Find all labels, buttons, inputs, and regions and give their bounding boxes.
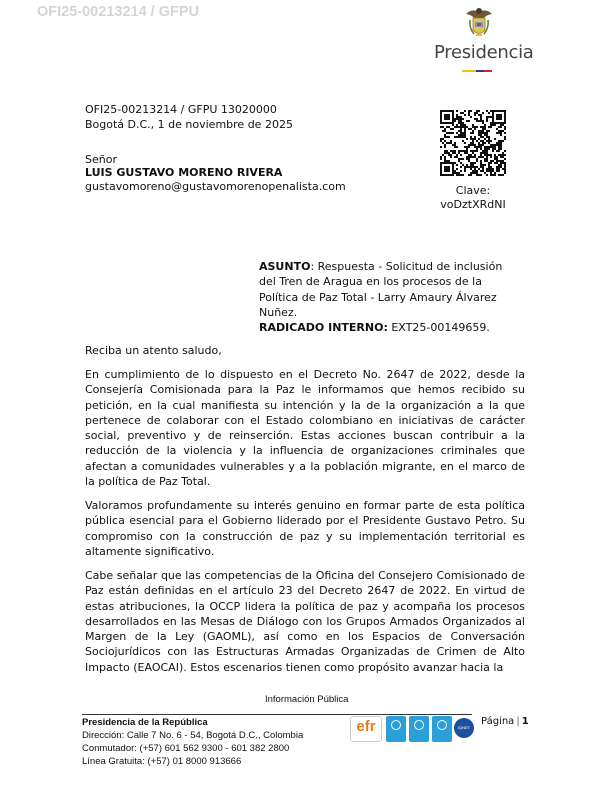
footer-switchboard: Conmutador: (+57) 601 562 9300 - 601 382 2800 [82,743,290,754]
verification-key [428,184,518,212]
footer-divider [82,714,472,715]
body-paragraph: Valoramos profundamente su interés genuino en formar parte de esta política pública esencial para el Gobierno liderado por el Presidente Gustavo Petro. Su compromiso con la construcción de paz y su implementación territorial es altamente significativo. [85,499,525,558]
recipient-email: gustavomoreno@gustavomorenopenalista.com [85,180,346,193]
brand-name: Presidencia [434,42,534,63]
greeting: Reciba un atento saludo, [85,344,222,357]
presidencia-logo [434,6,534,72]
body-paragraph: Cabe señalar que las competencias de la Oficina del Consejero Comisionado de Paz están definidas en el artículo 23 del Decreto 2647 de 2022. En virtud de estas atribuciones, la OCCP lidera la política de paz y acompaña los procesos desarrollados en las Mesas de Diálogo con los Grupos Armados Organizados al Margen de la Ley (GAOML), así como en los Espacios de Conversación Sociojurídicos con las Estructuras Armadas Organizadas de Crimen de Alto Impacto (EAOCAI). Estos escenarios tienen como propósito avanzar hacia la [85,569,525,674]
certification-logos [350,716,475,762]
classification-label: Información Pública [265,694,349,705]
flag-stripe [462,70,492,72]
page-number: 1 [521,716,529,727]
iqnet-certification-logo: IQNET [454,718,474,738]
page-label: Página [481,716,515,727]
efr-certification-logo: efr [350,716,382,742]
qr-code-icon [440,110,506,176]
verification-key-label: Clave: [455,184,491,197]
verification-key-code: voDztXRdNI [440,198,506,211]
subject-text: : Respuesta - Solicitud de inclusión del Tren de Aragua en los procesos de la Política de Paz Total - Larry Amaury Álvarez Nuñez. [259,260,503,319]
document-reference: OFI25-00213214 / GFPU 13020000 [85,103,277,116]
subject-block [259,259,511,335]
page-indicator: Página | 1 [481,716,529,727]
recipient-salutation: Señor [85,153,117,166]
icontec-certification-icon [432,716,452,742]
body-paragraph: En cumplimiento de lo dispuesto en el Decreto No. 2647 de 2022, desde la Consejería Comisionada para la Paz le informamos que hemos recibido su petición, en la cual manifiesta su intención y la de la organización a la que pertenece de colaborar con el Estado colombiano en iniciativas de carácter social, preventivo y de reinserción. Estas acciones buscan contribuir a la reducción de la violencia y la influencia de organizaciones criminales que afectan a comunidades vulnerables y a la población migrante, en el marco de la política de Paz Total. [85,368,525,489]
footer-address: Dirección: Calle 7 No. 6 - 54, Bogotá D.C., Colombia [82,730,304,741]
footer-org: Presidencia de la República [82,717,208,728]
footer-toll-free: Línea Gratuita: (+57) 01 8000 913666 [82,756,242,767]
coat-of-arms-icon [464,6,494,40]
subject-label: ASUNTO [259,260,311,273]
icontec-certification-icon [386,716,406,742]
icontec-certification-icon [409,716,429,742]
recipient-name: LUIS GUSTAVO MORENO RIVERA [85,166,283,179]
document-date: Bogotá D.C., 1 de noviembre de 2025 [85,118,293,131]
radicado-label: RADICADO INTERNO: [259,321,388,335]
radicado-value: EXT25-00149659. [387,321,490,335]
document-watermark: OFI25-00213214 / GFPU [37,4,199,20]
